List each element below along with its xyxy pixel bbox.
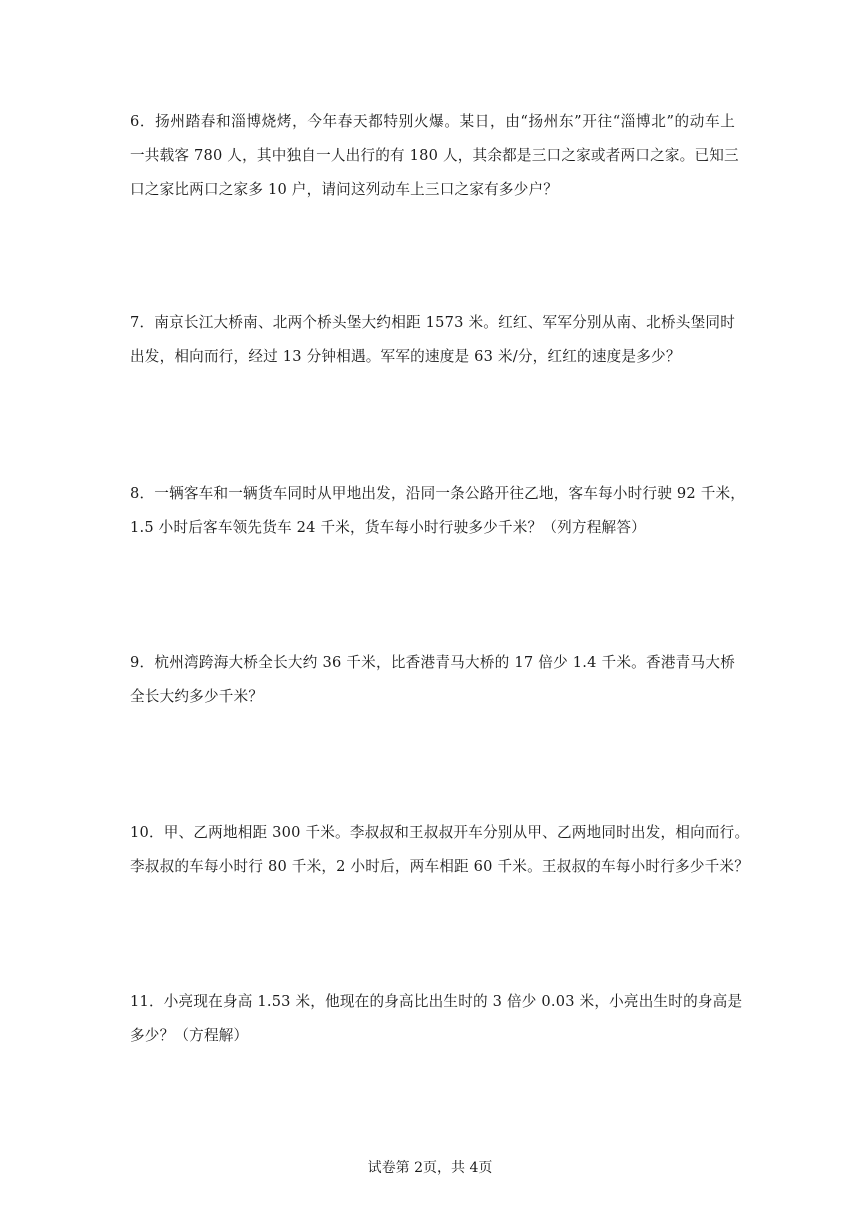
question-line: 6．扬州踏春和淄博烧烤，今年春天都特别火爆。某日，由“扬州东”开往“淄博北”的动车上 bbox=[130, 113, 735, 130]
question-8 bbox=[130, 477, 746, 545]
question-11 bbox=[130, 985, 743, 1053]
question-line: 出发，相向而行，经过 13 分钟相遇。军军的速度是 63 米/分，红红的速度是多少？ bbox=[130, 348, 681, 365]
question-10 bbox=[130, 816, 750, 884]
question-line: 10．甲、乙两地相距 300 千米。李叔叔和王叔叔开车分别从甲、乙两地同时出发，相向而行。 bbox=[130, 824, 750, 841]
question-line: 全长大约多少千米？ bbox=[130, 688, 264, 705]
page-footer: 试卷第 2页，共 4页 bbox=[367, 1160, 493, 1176]
question-line: 李叔叔的车每小时行 80 千米，2 小时后，两车相距 60 千米。王叔叔的车每小时行多少千米？ bbox=[130, 858, 749, 875]
question-line: 8．一辆客车和一辆货车同时从甲地出发，沿同一条公路开往乙地，客车每小时行驶 92 千米， bbox=[130, 485, 746, 502]
question-line: 多少？（方程解） bbox=[130, 1027, 249, 1044]
question-7 bbox=[130, 306, 735, 374]
question-line: 7．南京长江大桥南、北两个桥头堡大约相距 1573 米。红红、军军分别从南、北桥头堡同时 bbox=[130, 314, 735, 331]
question-line: 9．杭州湾跨海大桥全长大约 36 千米，比香港青马大桥的 17 倍少 1.4 千米。香港青马大桥 bbox=[130, 654, 735, 671]
question-line: 11．小亮现在身高 1.53 米，他现在的身高比出生时的 3 倍少 0.03 米，小亮出生时的身高是 bbox=[130, 993, 743, 1010]
question-9 bbox=[130, 646, 735, 714]
question-line: 1.5 小时后客车领先货车 24 千米，货车每小时行驶多少千米？（列方程解答） bbox=[130, 519, 646, 536]
question-6 bbox=[130, 105, 739, 207]
question-line: 口之家比两口之家多 10 户，请问这列动车上三口之家有多少户？ bbox=[130, 181, 559, 198]
question-line: 一共载客 780 人，其中独自一人出行的有 180 人，其余都是三口之家或者两口之家。已知三 bbox=[130, 147, 739, 164]
